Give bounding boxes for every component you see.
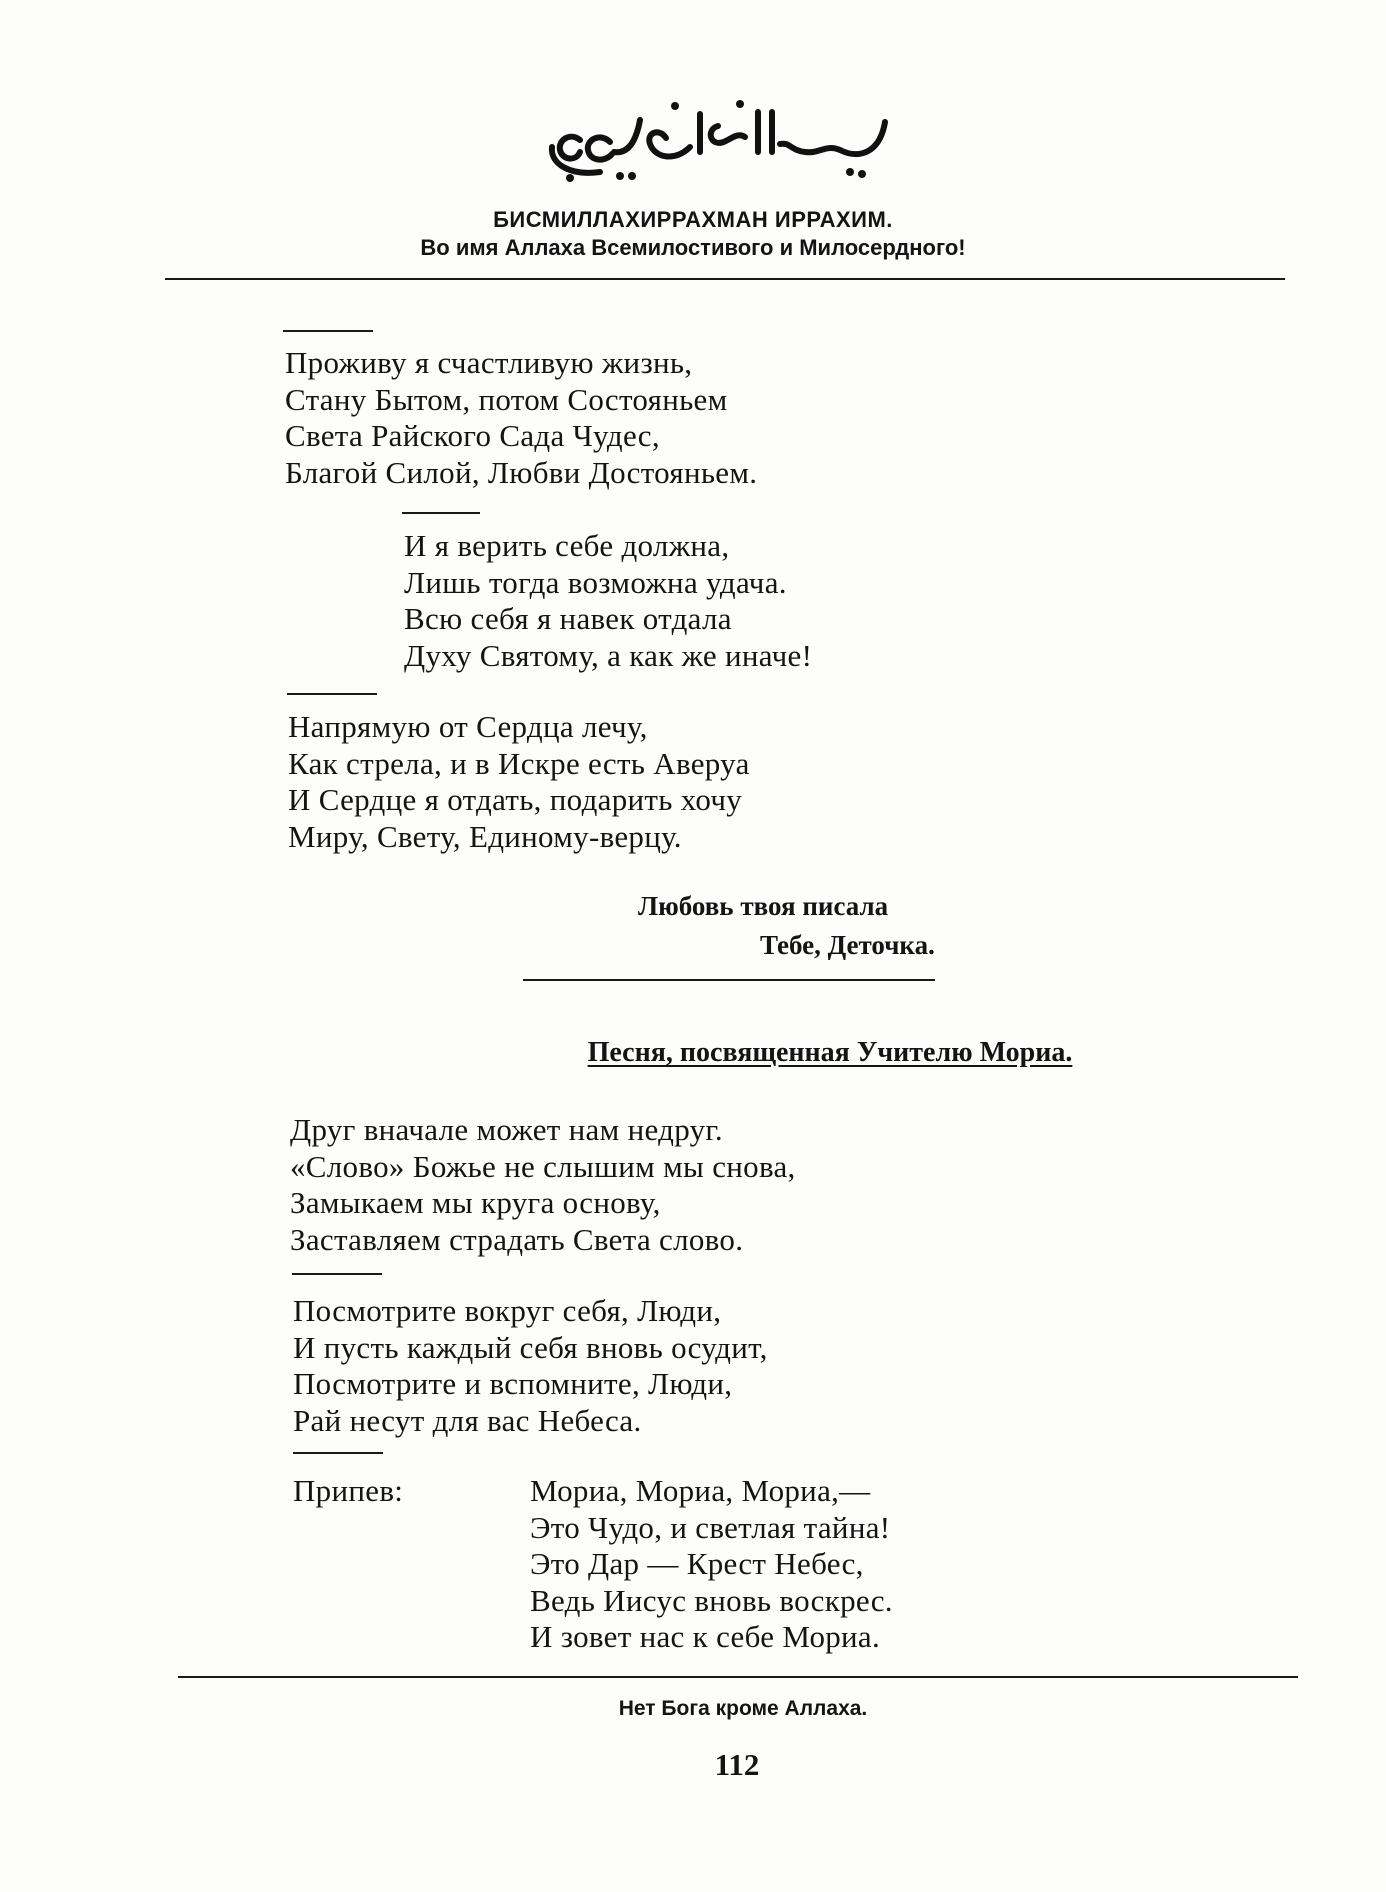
verse-line: Заставляем страдать Света слово. <box>290 1221 744 1257</box>
signature-line-1: Любовь твоя писала <box>638 891 889 921</box>
verse-line: Ведь Иисус вновь воскрес. <box>530 1582 893 1618</box>
verse-line: И пусть каждый себя вновь осудит, <box>293 1329 768 1365</box>
stanza-divider <box>292 1273 382 1275</box>
verse-line: Миру, Свету, Единому-верцу. <box>288 818 682 854</box>
song-title-text: Песня, посвященная Учителю Мориа. <box>587 1037 1073 1068</box>
verse-line: Проживу я счастливую жизнь, <box>285 345 693 380</box>
poem1-stanza-3 <box>288 709 750 855</box>
verse-line: Посмотрите и вспомните, Люди, <box>293 1366 733 1401</box>
verse-line: Это Чудо, и светлая тайна! <box>530 1509 891 1545</box>
verse-line: Как стрела, и в Искре есть Аверуа <box>288 745 750 781</box>
verse-line: Это Дар — Крест Небес, <box>530 1546 864 1581</box>
section-rule <box>523 979 935 981</box>
verse-line: Рай несут для вас Небеса. <box>293 1402 642 1438</box>
verse-line: И я верить себе должна, <box>404 528 730 563</box>
verse-line: Лишь тогда возможна удача. <box>404 564 787 600</box>
stanza-divider <box>402 512 480 514</box>
footer-text: Нет Бога кроме Аллаха. <box>618 1697 868 1720</box>
stanza-divider <box>287 693 377 695</box>
refrain <box>530 1473 893 1656</box>
basmala-calligraphy <box>540 92 900 187</box>
verse-line: Друг вначале может нам недруг. <box>290 1112 723 1147</box>
poem1-stanza-1 <box>285 345 757 491</box>
poem2-stanza-1 <box>290 1112 796 1258</box>
footer-rule <box>178 1676 1298 1678</box>
stanza-divider <box>283 330 373 332</box>
song-title <box>240 1037 1386 1069</box>
refrain-label: Припев: <box>293 1473 404 1508</box>
verse-line: Замыкаем мы круга основу, <box>290 1185 661 1220</box>
header-rule <box>165 278 1285 280</box>
verse-line: И зовет нас к себе Мориа. <box>530 1619 881 1654</box>
verse-line: Всю себя я навек отдала <box>404 601 732 636</box>
page-number: 112 <box>714 1747 760 1782</box>
stanza-divider <box>293 1452 383 1454</box>
verse-line: И Сердце я отдать, подарить хочу <box>288 782 743 817</box>
verse-line: Духу Святому, а как же иначе! <box>404 637 813 673</box>
verse-line: Стану Бытом, потом Состояньем <box>285 381 728 417</box>
verse-line: Благой Силой, Любви Достояньем. <box>285 454 758 490</box>
signature-line-2: Тебе, Деточка. <box>760 930 935 960</box>
verse-line: Напрямую от Сердца лечу, <box>288 709 648 744</box>
verse-line: «Слово» Божье не слышим мы снова, <box>290 1148 796 1184</box>
verse-line: Посмотрите вокруг себя, Люди, <box>293 1293 722 1328</box>
poem1-stanza-2 <box>404 528 812 674</box>
header-title: БИСМИЛЛАХИРРАХМАН ИРРАХИМ. <box>493 207 893 232</box>
verse-line: Света Райского Сада Чудес, <box>285 418 660 453</box>
verse-line: Мориа, Мориа, Мориа,— <box>530 1473 871 1508</box>
header-subtitle: Во имя Аллаха Всемилостивого и Милосердного! <box>420 235 966 260</box>
poem2-stanza-2 <box>293 1293 768 1439</box>
